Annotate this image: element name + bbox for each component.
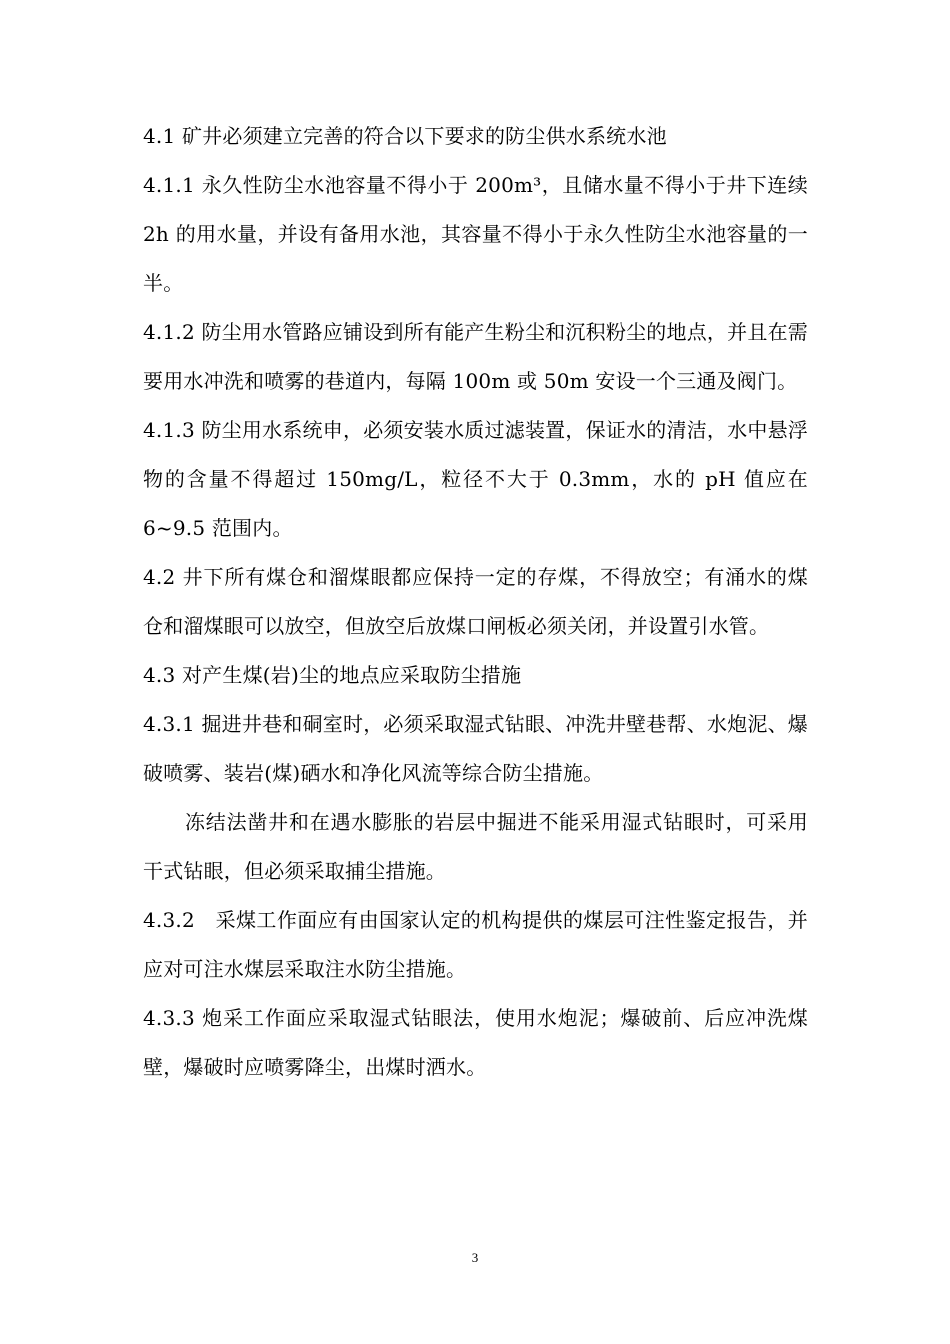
section-4-3-3-paragraph: 4.3.3 炮采工作面应采取湿式钻眼法，使用水炮泥；爆破前、后应冲洗煤壁，爆破时应喷雾降尘，出煤时洒水。 xyxy=(143,1006,808,1079)
section-4-3-1-note-paragraph: 冻结法凿井和在遇水膨胀的岩层中掘进不能采用湿式钻眼时，可采用干式钻眼，但必须采取捕尘措施。 xyxy=(143,810,808,883)
section-4-1-2-paragraph: 4.1.2 防尘用水管路应铺设到所有能产生粉尘和沉积粉尘的地点，并且在需要用水冲洗和喷雾的巷道内，每隔 100m 或 50m 安设一个三通及阀门。 xyxy=(143,320,808,393)
section-4-3-2-paragraph: 4.3.2 采煤工作面应有由国家认定的机构提供的煤层可注性鉴定报告，并应对可注水煤层采取注水防尘措施。 xyxy=(143,908,808,981)
section-4-3-1-paragraph: 4.3.1 掘进井巷和硐室时，必须采取湿式钻眼、冲洗井壁巷帮、水炮泥、爆破喷雾、装岩(煤)硒水和净化风流等综合防尘措施。 xyxy=(143,712,808,785)
section-4-3-heading: 4.3 对产生煤(岩)尘的地点应采取防尘措施 xyxy=(143,663,522,687)
document-body xyxy=(143,112,808,1092)
section-4-1-1-paragraph: 4.1.1 永久性防尘水池容量不得小于 200m³，且储水量不得小于井下连续 2h 的用水量，并设有备用水池，其容量不得小于永久性防尘水池容量的一半。 xyxy=(143,173,808,295)
section-4-2-paragraph: 4.2 井下所有煤仓和溜煤眼都应保持一定的存煤，不得放空；有涌水的煤仓和溜煤眼可以放空，但放空后放煤口闸板必须关闭，并设置引水管。 xyxy=(143,565,808,638)
page-number: 3 xyxy=(471,1250,479,1265)
section-4-1-3-paragraph: 4.1.3 防尘用水系统申，必须安装水质过滤装置，保证水的清洁，水中悬浮物的含量不得超过 150mg/L，粒径不大于 0.3mm，水的 pH 值应在 6~9.5 范围内。 xyxy=(143,418,808,540)
section-4-1-heading: 4.1 矿井必须建立完善的符合以下要求的防尘供水系统水池 xyxy=(143,124,667,148)
